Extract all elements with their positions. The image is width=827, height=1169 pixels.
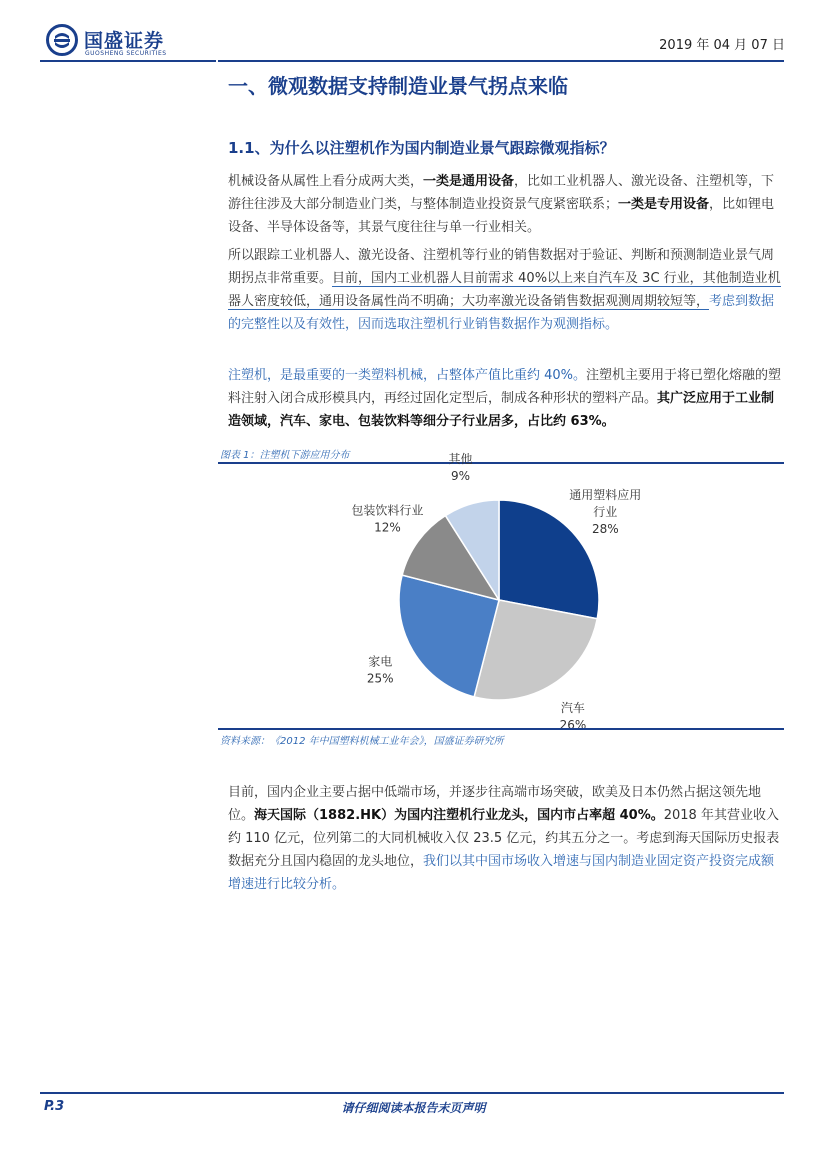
- text-span: ，比如工业机器人、激光设备、注塑机等，下游往往涉及大部分制造业门类，与整体制造业投资景气度紧密联系；: [228, 174, 775, 212]
- header-divider: [218, 60, 784, 62]
- text-span: 注塑机主要用于将已塑化熔融的塑料注射入闭合成形模具内，再经过固化定型后，制成各种形状的塑料产品。: [228, 368, 782, 406]
- text-span-highlight: 考虑到数据的完整性以及有效性，因而选取注塑机行业销售数据作为观测指标。: [228, 294, 775, 332]
- brand-logo: [46, 24, 216, 60]
- text-span-highlight: 我们以其中国市场收入增速与国内制造业固定资产投资完成额增速进行比较分析。: [228, 854, 775, 892]
- pie-slice: [499, 500, 599, 619]
- pie-slice-percent-label: 26%: [559, 718, 587, 732]
- figure-source: 资料来源：《2012 年中国塑料机械工业年会》，国盛证券研究所: [220, 736, 504, 747]
- pie-slice-category-label: 行业: [593, 505, 618, 519]
- pie-slice-category-label: 汽车: [560, 701, 585, 715]
- text-span-highlight: 注塑机，是最重要的一类塑料机械，占整体产值比重约 40%。: [228, 368, 587, 383]
- text-span-bold: 其广泛应用于工业制造领域，汽车、家电、包装饮料等细分子行业居多，占比约 63%。: [228, 391, 775, 429]
- pie-slice-percent-label: 25%: [366, 671, 394, 686]
- text-span-bold: 海天国际（1882.HK）为国内注塑机行业龙头，国内市占率超 40%。: [254, 808, 664, 823]
- text-span-underlined: 目前，国内工业机器人目前需求 40%以上来自汽车及 3C 行业，其他制造业机器人密度较低，通用设备属性尚不明确；大功率激光设备销售数据观测周期较短等，: [228, 271, 781, 309]
- page-header: [40, 22, 785, 62]
- paragraph-injection-machine: [228, 364, 784, 433]
- figure-bottom-rule: [218, 728, 784, 730]
- header-divider-left: [40, 60, 216, 62]
- text-span: 所以跟踪工业机器人、激光设备、注塑机等行业的销售数据对于验证、判断和预测制造业景气周期拐点非常重要。: [228, 248, 775, 286]
- paragraph-equipment-types: [228, 170, 784, 239]
- text-span: 2018 年其营业收入约 110 亿元，位列第二的大同机械收入仅 23.5 亿元，约其五分之一。考虑到海天国际历史报表数据充分且国内稳固的龙头地位，: [228, 808, 780, 869]
- pie-slice-category-label: 包装饮料行业: [351, 503, 424, 518]
- text-span-bold: 一类是通用设备: [423, 174, 515, 189]
- text-span: 目前，国内企业主要占据中低端市场，并逐步往高端市场突破，欧美及日本仍然占据这领先地位。: [228, 785, 762, 823]
- paragraph-market-leader: [228, 781, 784, 896]
- page-number: P.3: [44, 1099, 65, 1114]
- pie-slice-percent-label: 28%: [591, 522, 619, 536]
- brand-logo-icon: [46, 24, 78, 56]
- pie-slice-percent-label: 9%: [450, 469, 471, 483]
- subsection-title: 1.1、为什么以注塑机作为国内制造业景气跟踪微观指标？: [228, 139, 615, 157]
- text-span: 机械设备从属性上看分成两大类，: [228, 174, 424, 189]
- text-span-bold: 一类是专用设备: [618, 197, 710, 212]
- paragraph-tracking-rationale: [228, 244, 784, 336]
- footer-divider: [40, 1092, 784, 1094]
- pie-slice-percent-label: 12%: [374, 520, 401, 535]
- pie-slice-category-label: 家电: [368, 654, 393, 669]
- brand-subtitle: GUOSHENG SECURITIES: [85, 50, 167, 57]
- figure-title: 图表 1：注塑机下游应用分布: [220, 450, 350, 461]
- figure-top-rule: [218, 462, 784, 464]
- footer-disclaimer: 请仔细阅读本报告末页声明: [341, 1101, 486, 1115]
- brand-name: 国盛证券: [84, 30, 165, 52]
- text-span: ，比如锂电设备、半导体设备等，其景气度往往与单一行业相关。: [228, 197, 775, 235]
- pie-slice-category-label: 其他: [448, 452, 473, 466]
- pie-slice-category-label: 通用塑料应用: [569, 488, 642, 502]
- section-title: 一、微观数据支持制造业景气拐点来临: [228, 74, 568, 98]
- report-date: 2019 年 04 月 07 日: [659, 38, 785, 53]
